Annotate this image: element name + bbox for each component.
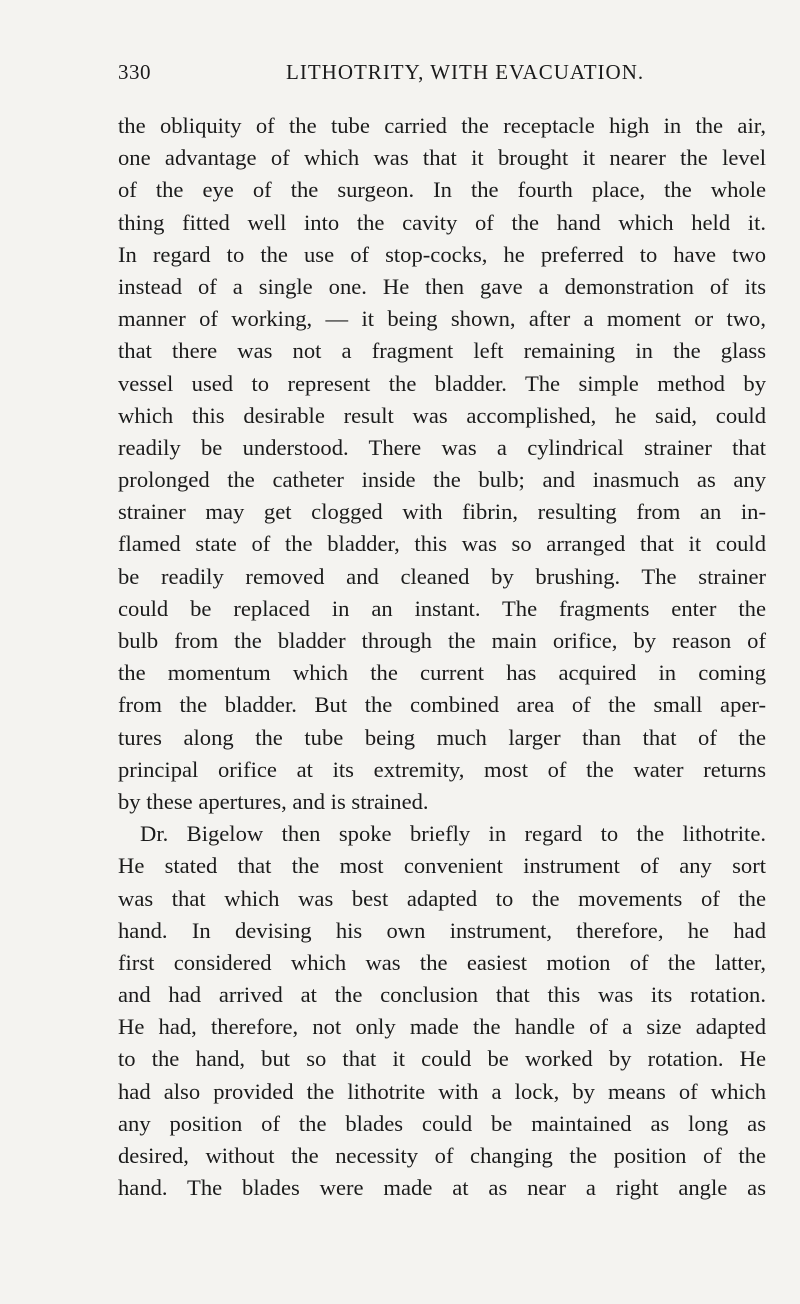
text-line: had also provided the lithotrite with a lock, by means of which (118, 1078, 766, 1104)
text-line: He stated that the most convenient instrument of any sort (118, 853, 766, 879)
paragraph-end-line: by these apertures, and is strained. (118, 788, 429, 814)
text-line: manner of working, — it being shown, after a moment or two, (118, 306, 766, 332)
text-line: prolonged the catheter inside the bulb; and inasmuch as any (118, 467, 766, 493)
text-line: the momentum which the current has acquired in coming (118, 660, 766, 686)
text-line: vessel used to represent the bladder. The simple method by (118, 370, 766, 396)
running-title: LITHOTRITY, WITH EVACUATION. (286, 60, 645, 84)
text-line: was that which was best adapted to the movements of the (118, 885, 766, 911)
text-line: strainer may get clogged with fibrin, resulting from an in- (118, 499, 766, 525)
text-line: hand. The blades were made at as near a right angle as (118, 1175, 766, 1201)
text-line: In regard to the use of stop-cocks, he preferred to have two (118, 241, 766, 267)
text-line: could be replaced in an instant. The fragments enter the (118, 595, 766, 621)
text-line: tures along the tube being much larger than that of the (118, 724, 766, 750)
text-line: desired, without the necessity of changing the position of the (118, 1143, 766, 1168)
text-line: that there was not a fragment left remaining in the glass (118, 338, 766, 364)
body-text (118, 110, 766, 1204)
text-line: to the hand, but so that it could be worked by rotation. He (118, 1046, 766, 1072)
page-number: 330 (118, 60, 151, 84)
text-line: He had, therefore, not only made the handle of a size adapted (118, 1014, 766, 1040)
text-line: instead of a single one. He then gave a demonstration of its (118, 273, 766, 299)
text-line: bulb from the bladder through the main orifice, by reason of (118, 628, 766, 653)
running-header (118, 60, 766, 92)
paragraph-start-line: Dr. Bigelow then spoke briefly in regard to the lithotrite. (140, 821, 766, 847)
text-line: thing fitted well into the cavity of the hand which held it. (118, 209, 766, 235)
text-line: from the bladder. But the combined area of the small aper- (118, 692, 766, 718)
text-line: which this desirable result was accomplished, he said, could (118, 402, 766, 428)
text-line: any position of the blades could be maintained as long as (118, 1110, 766, 1136)
text-line: principal orifice at its extremity, most of the water returns (118, 756, 766, 782)
text-line: first considered which was the easiest motion of the latter, (118, 949, 766, 975)
text-line: of the eye of the surgeon. In the fourth place, the whole (118, 177, 766, 203)
text-line: hand. In devising his own instrument, therefore, he had (118, 917, 766, 943)
text-line: flamed state of the bladder, this was so arranged that it could (118, 531, 766, 557)
text-line: readily be understood. There was a cylindrical strainer that (118, 434, 766, 460)
text-line: be readily removed and cleaned by brushing. The strainer (118, 563, 766, 589)
text-line: and had arrived at the conclusion that this was its rotation. (118, 982, 766, 1008)
text-line: one advantage of which was that it brought it nearer the level (118, 145, 766, 171)
text-line: the obliquity of the tube carried the receptacle high in the air, (118, 113, 766, 138)
